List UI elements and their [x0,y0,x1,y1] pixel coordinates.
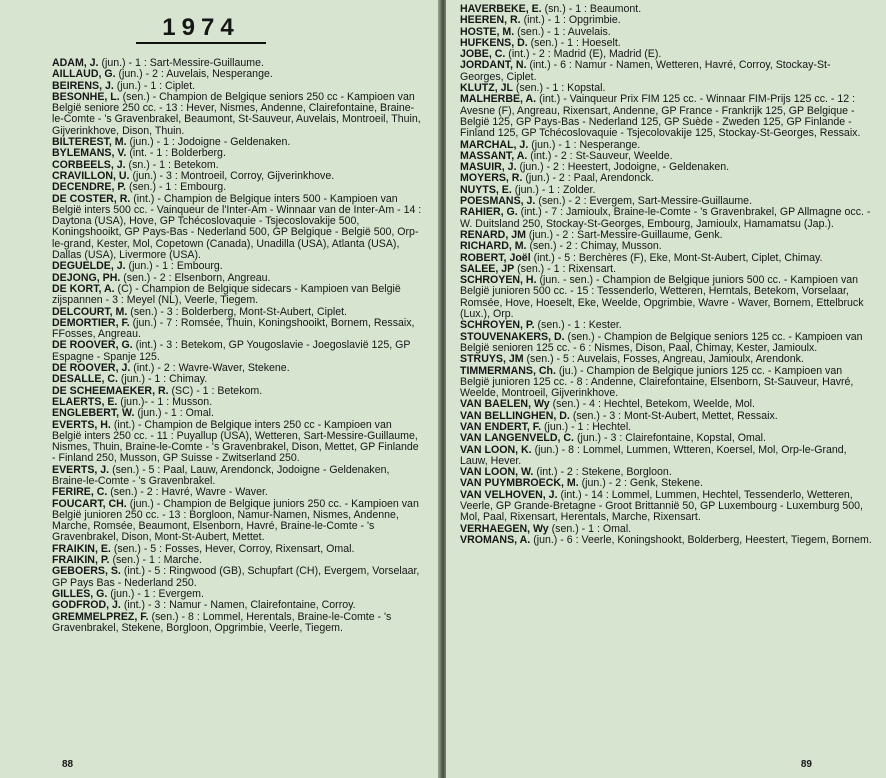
rider-name: ADAM, J. [52,57,99,69]
rider-results: (int.) - 2 : Madrid (E), Madrid (E). [508,48,662,61]
rider-results: (jun.) - 1 : Chimay. [120,373,208,386]
rider-entry [52,340,422,363]
rider-results: (jun.) - 2 : Auvelais, Nesperange. [118,68,273,81]
rider-results: (jun.) - 1 : Ciplet. [116,79,196,92]
rider-results: (sen.) - 1 : Marche. [112,554,202,567]
rider-entry [460,445,872,468]
rider-name: KLUTZ, JL [460,82,513,95]
year-title: 1974 [136,14,266,44]
right-page [446,0,886,778]
rider-name: CORBEELS, J. [52,158,126,171]
rider-entry [460,275,872,320]
rider-results: (sen.) - 1 : Auvelais. [517,25,611,38]
rider-results: (int.) - 1 : Opgrimbie. [523,14,621,27]
rider-results: (int.) - Champion de Belgique inters 250 cc - Kampioen van België inters 250 cc. - 11 : Puyallup (USA), Wetteren, Sart-Messire-Guillaume, Nismes, Thuin, Braine-le-Comte - 's Gravenbrakel, Dison, Mettet, GP Finlande - Finland 250, Musson, GP Suisse - Zwitserland 250. [52,418,419,465]
rider-name: DELCOURT, M. [52,305,128,318]
rider-results: (sen.) - 5 : Fosses, Hever, Corroy, Rixensart, Omal. [113,542,355,555]
rider-name: VAN LOON, K. [460,443,532,456]
rider-entry [52,318,422,341]
rider-name: VAN PUYMBROECK, M. [460,477,579,490]
rider-results: (jun.) - 1 : Zolder. [514,183,596,196]
rider-name: SCHROYEN, P. [460,319,535,332]
rider-name: ROBERT, Joël [460,251,531,264]
rider-results: (int.) - 3 : Namur - Namen, Clairefontaine, Corroy. [123,599,356,612]
right-entry-list [460,4,872,546]
rider-name: VROMANS, A. [460,533,531,546]
rider-entry [52,420,422,465]
rider-name: DEGUELDE, J. [52,260,126,273]
rider-name: SALEE, JP [460,262,515,275]
rider-name: VAN VELHOVEN, J. [460,488,558,501]
rider-results: (jun.) - 1 : Sart-Messire-Guillaume. [101,57,264,69]
rider-results: (sen.) - 8 : Lommel, Herentals, Braine-le-Comte - 's Gravenbrakel, Stekene, Borgloon, Opgrimbie, Veerle, Tiegem. [52,610,392,634]
rider-name: MASUIR, J. [460,161,517,174]
rider-results: (sen.) - 3 : Bolderberg, Mont-St-Aubert, Ciplet. [130,305,347,318]
rider-results: (jun.) - 3 : Montroeil, Corroy, Gijverinkhove. [132,169,335,182]
rider-results: (sen.) - 2 : Evergem, Sart-Messire-Guillaume. [538,195,753,208]
rider-results: (sen.) - Champion de Belgique seniors 125 cc. - Kampioen van België senioren 125 cc. - 6 : Nismes, Dison, Paal, Chimay, Kester, Jamioulx. [460,330,863,354]
rider-results: (jun.)- - 1 : Musson. [120,395,213,408]
rider-results: (C) - Champion de Belgique sidecars - Kampioen van België zijspannen - 3 : Meyel (NL), Veerle, Tiegem. [52,282,401,307]
rider-name: BYLEMANS, V. [52,147,127,160]
rider-results: (sen.) - 1 : Omal. [551,522,632,535]
rider-results: (jun. - sen.) - Champion de Belgique juniors 500 cc. - Kampioen van België junioren 500 cc. - 15 : Tessenderlo, Wetteren, Herntals, Betekom, Vorselaar, Romsée, Hove, Hoeselt, Eke, Weelde, Opgrimbie, Wavre - Waver, Bornem, Ettelbruck (Lux.), Orp. [460,274,864,321]
rider-name: POESMANS, J. [460,195,536,208]
rider-results: (int.) - 7 : Jamioulx, Braine-le-Comte - 's Gravenbrakel, GP Allmagne occ. - W. Duitsland 250, Stockay-St-Georges, Embourg, Jamioulx, Hamamatsu (Jap.). [460,206,871,230]
rider-results: (jun.) - 1 : Embourg. [128,260,223,273]
rider-results: (int. - 1 : Bolderberg. [129,147,226,160]
rider-name: MASSANT, A. [460,149,528,162]
rider-results: (sen.) - Champion de Belgique seniors 250 cc - Kampioen van België seniore 250 cc. - 13 : Hever, Nismes, Andenne, Clairefontaine, Braine-le-Comte - 's Gravenbrakel, Beaumont, St-Sauveur, Auvelais, Montroeil, Thuin, Gijverinkhove, Dison, Thuin. [52,90,421,137]
rider-name: MARCHAL, J. [460,138,529,151]
rider-results: (jun.) - 3 : Clairefontaine, Kopstal, Omal. [576,432,766,445]
rider-results: (jun.) - 7 : Romsée, Thuin, Koningshooikt, Bornem, Ressaix, FFosses, Angreau. [52,316,415,341]
rider-name: VAN LOON, W. [460,466,534,479]
rider-name: JOBE, C. [460,48,506,61]
rider-name: VAN BAELEN, Wy [460,398,550,411]
rider-results: (jun.) - 1 : Jodoigne - Geldenaken. [129,136,291,149]
rider-name: RAHIER, G. [460,206,518,219]
left-page [0,0,440,778]
rider-name: DE SCHEEMAEKER, R. [52,384,169,397]
rider-results: (int.) - 14 : Lommel, Lummen, Hechtel, Tessenderlo, Wetteren, Veerle, GP Grande-Bretagne - Groot Brittannië 50, GP Luxembourg - Luxemburg 500, Mol, Paal, Rixensart, Herentals, Marche, Rixensart. [460,488,863,524]
rider-name: GREMMELPREZ, F. [52,610,149,623]
rider-name: BILTEREST, M. [52,136,127,149]
rider-name: VAN BELLINGHEN, D. [460,409,570,422]
rider-results: (int.) - Vainqueur Prix FIM 125 cc. - Winnaar FIM-Prijs 125 cc. - 12 : Avesne (F), Angreau, Rixensart, Andenne, GP France - Frankrijk 125, GP Belgique - België 125, GP Pays-Bas - Nederland 125, GP Suède - Zweden 125, GP Finlande - Finland 125, GP Tchécoslovaquie - Tsjecolovakije 125, Stockay-St-Georges, Ressaix. [460,93,861,140]
rider-name: FOUCART, CH. [52,497,127,510]
rider-results: (jun.) - 6 : Veerle, Koningshookt, Bolderberg, Heestert, Tiegem, Bornem. [533,533,872,546]
rider-name: BEIRENS, J. [52,79,114,92]
rider-name: TIMMERMANS, Ch. [460,364,556,377]
rider-name: HOSTE, M. [460,25,515,38]
rider-results: (jun.) - 2 : Heestert, Jodoigne, - Geldenaken. [519,161,730,174]
rider-name: EVERTS, H. [52,418,111,431]
rider-results: (SC) - 1 : Betekom. [171,384,263,397]
rider-name: HAVERBEKE, E. [460,3,542,15]
rider-results: (sen.) - 2 : Chimay, Musson. [529,240,662,253]
rider-results: (jun.) - Champion de Belgique juniors 250 cc. - Kampioen van België junioren 250 cc. - 13 : Borgloon, Namur-Namen, Nismes, Andenne, Marche, Romsée, Beaumont, Elsenborn, Havré, Braine-le-Comte - 's Gravenbrakel, Dison, Mont-St-Aubert, Mettet. [52,497,419,544]
rider-entry [52,612,422,635]
rider-results: (sen.) - 1 : Kopstal. [515,82,606,95]
rider-results: (jun.) - 2 : Genk, Stekene. [581,477,703,490]
rider-name: CRAVILLON, U. [52,169,130,182]
rider-results: (sen.) - 1 : Kester. [537,319,622,332]
rider-results: (jun.) - 2 : Sart-Messire-Guillaume, Genk. [528,228,723,241]
rider-entry [52,465,422,488]
rider-results: (int.) - 3 : Betekom, GP Yougoslavie - Joegoslavië 125, GP Espagne - Spanje 125. [52,339,411,363]
rider-name: FRAIKIN, P. [52,554,110,567]
rider-name: RENARD, JM [460,228,526,241]
rider-entry [460,60,872,83]
rider-entry [460,490,872,524]
rider-results: (jun.) - 1 : Hechtel. [543,420,632,433]
rider-name: DE ROOVER, J. [52,362,131,375]
rider-results: (int.) - 5 : Ringwood (GB), Schupfart (CH), Evergem, Vorselaar, GP Pays Bas - Nederland 250. [52,565,420,589]
rider-name: MOYERS, R. [460,172,523,185]
rider-results: (jun.) - 1 : Evergem. [110,587,204,600]
rider-name: HEEREN, R. [460,14,521,27]
rider-name: DESALLE, C. [52,373,118,386]
rider-name: DE ROOVER, G. [52,339,133,352]
rider-results: (sen.) - 2 : Elsenborn, Angreau. [123,271,271,284]
rider-results: (int.) - 5 : Berchères (F), Eke, Mont-St-Aubert, Ciplet, Chimay. [533,251,823,264]
page-number-left: 88 [62,759,74,770]
rider-name: DE KORT, A. [52,282,115,295]
rider-results: (jun.) - 2 : Paal, Arendonck. [525,172,654,185]
rider-results: (jun.) - 1 : Omal. [137,407,214,420]
rider-results: (int.) - 6 : Namur - Namen, Wetteren, Havré, Corroy, Stockay-St-Georges, Ciplet. [460,59,831,83]
rider-name: GEBOERS, S. [52,565,121,578]
rider-name: BESONHE, L. [52,90,120,103]
rider-name: VERHAEGEN, Wy [460,522,549,535]
rider-name: MALHERBE, A. [460,93,537,106]
rider-name: FRAIKIN, E. [52,542,111,555]
rider-results: (sen.) - 3 : Mont-St-Aubert, Mettet, Ressaix. [572,409,778,422]
rider-name: RICHARD, M. [460,240,527,253]
rider-entry [460,207,872,230]
rider-name: SCHROYEN, H. [460,274,537,287]
rider-entry [52,92,422,137]
rider-entry [460,332,872,355]
rider-name: NUYTS, E. [460,183,512,196]
rider-entry [52,284,422,307]
rider-results: (jun.) - 1 : Nesperange. [531,138,641,151]
rider-results: (sn.) - 1 : Beaumont. [544,3,642,15]
rider-name: GODFROD, J. [52,599,121,612]
rider-results: (sn.) - 1 : Betekom. [128,158,219,171]
rider-results: (sen.) - 5 : Auvelais, Fosses, Angreau, Jamioulx, Arendonk. [526,353,804,366]
rider-name: FERIRE, C. [52,486,108,499]
rider-results: (sen.) - 2 : Havré, Wavre - Waver. [110,486,268,499]
rider-name: DEJONG, PH. [52,271,121,284]
rider-name: HUFKENS, D. [460,36,528,49]
rider-name: VAN ENDERT, F. [460,420,542,433]
left-entry-list [52,58,422,634]
rider-entry [460,366,872,400]
rider-results: (sen.) - 1 : Rixensart. [517,262,617,275]
rider-entry [460,94,872,139]
rider-results: (jun.) - 8 : Lommel, Lummen, Wtteren, Koersel, Mol, Orp-le-Grand, Lauw, Hever. [460,443,847,467]
rider-results: (sen.) - 5 : Paal, Lauw, Arendonck, Jodoigne - Geldenaken, Braine-le-Comte - 's Gravenbrakel. [52,463,390,487]
rider-name: DEMORTIER, F. [52,316,130,329]
rider-results: (ju.) - Champion de Belgique juniors 125 cc. - Kampioen van België junioren 125 cc. - 8 : Andenne, Clairefontaine, Elsenborn, St-Sauveur, Havré, Weelde, Montroeil, Gijverinkhove. [460,364,854,400]
rider-name: VAN LANGENVELD, C. [460,432,574,445]
rider-name: STOUVENAKERS, D. [460,330,565,343]
rider-name: EVERTS, J. [52,463,110,476]
rider-name: AILLAUD, G. [52,68,116,81]
rider-entry [52,566,422,589]
rider-results: (sen.) - 1 : Embourg. [128,181,227,194]
rider-name: DECENDRE, P. [52,181,126,194]
rider-results: (int.) - 2 : Stekene, Borgloon. [536,466,672,479]
rider-results: (int.) - 2 : Wavre-Waver, Stekene. [133,362,290,375]
rider-entry [460,535,872,546]
rider-name: GILLES, G. [52,587,108,600]
rider-results: (int.) - 2 : St-Sauveur, Weelde. [530,149,673,162]
rider-name: DE COSTER, R. [52,192,131,205]
rider-entry [52,499,422,544]
rider-name: STRUYS, JM [460,353,524,366]
rider-results: (int.) - Champion de Belgique inters 500 - Kampioen van België inters 500 cc. - Vainqueur de l'Inter-Am - Winnaar van de Inter-Am - 14 : Daytona (USA), Hove, GP Tchécoslovaquie - Tsjecoslovakije 500, Koningshooikt, GP Pays-Bas - Nederland 500, GP Belgique - België 500, Orp-le-grand, Kester, Mol, Copetown (Canada), Unadilla (USA), Atlanta (USA), Dallas (USA), Livermore (USA). [52,192,422,262]
rider-name: JORDANT, N. [460,59,527,72]
page-number-right: 89 [800,759,812,770]
rider-name: ELAERTS, E. [52,395,118,408]
rider-entry [52,194,422,262]
rider-results: (sen.) - 1 : Hoeselt. [530,36,621,49]
rider-name: ENGLEBERT, W. [52,407,135,420]
rider-results: (sen.) - 4 : Hechtel, Betekom, Weelde, Mol. [552,398,755,411]
